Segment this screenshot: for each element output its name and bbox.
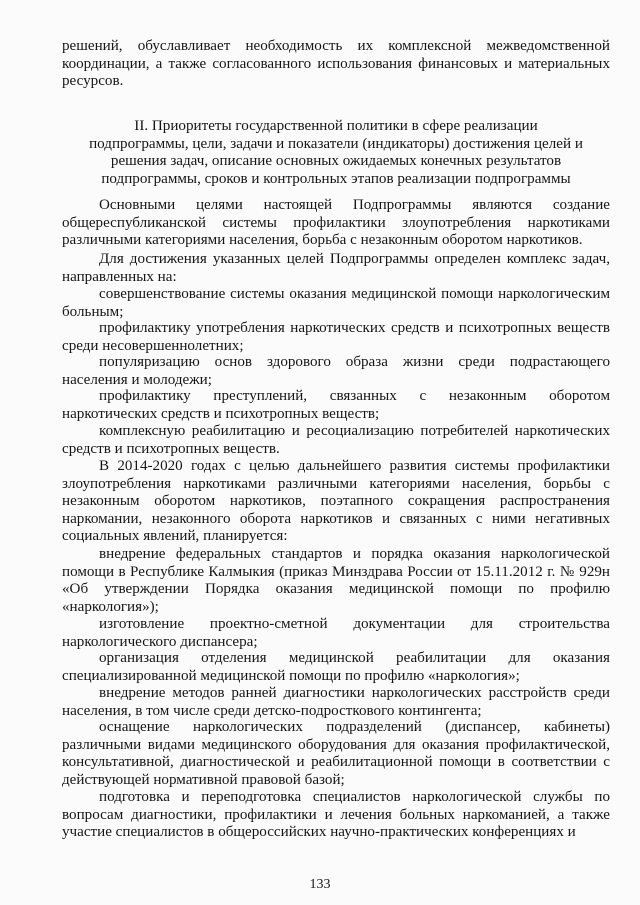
list-item-task: профилактику употребления наркотических средств и психотропных веществ среди несовершеннолетних; bbox=[62, 320, 610, 354]
paragraph-intro-continuation: решений, обуславливает необходимость их комплексной межведомственной координации, а также согласованного использования финансовых и материальных ресурсов. bbox=[62, 38, 610, 90]
list-item-plan: внедрение федеральных стандартов и порядка оказания наркологической помощи в Республике Калмыкия (приказ Минздрава России от 15.11.2012 г. № 929н «Об утверждении Порядка оказания медицинской помощи по профилю «наркология»); bbox=[62, 546, 610, 615]
list-item-task: совершенствование системы оказания медицинской помощи наркологическим больным; bbox=[62, 286, 610, 320]
paragraph-plan-intro: В 2014-2020 годах с целью дальнейшего развития системы профилактики злоупотребления наркотиками различными категориями населения, борьбы с незаконным оборотом наркотиков, поэтапного сокращения распространения наркомании, незаконного оборота наркотиков и связанных с ними негативных социальных явлений, планируется: bbox=[62, 458, 610, 545]
list-item-plan: изготовление проектно-сметной документации для строительства наркологического диспансера; bbox=[62, 616, 610, 650]
list-item-plan: внедрение методов ранней диагностики наркологических расстройств среди населения, в том числе среди детско-подросткового контингента; bbox=[62, 685, 610, 719]
heading-line: II. Приоритеты государственной политики в сфере реализации bbox=[134, 118, 538, 134]
list-item-plan: подготовка и переподготовка специалистов наркологической службы по вопросам диагностики, профилактики и лечения больных наркоманией, а также участие специалистов в общероссийских научно-практических конференциях и bbox=[62, 789, 610, 841]
heading-line: подпрограммы, сроков и контрольных этапов реализации подпрограммы bbox=[101, 170, 571, 187]
heading-line: подпрограммы, цели, задачи и показатели (индикаторы) достижения целей и bbox=[89, 135, 583, 152]
list-item-plan: оснащение наркологических подразделений (диспансер, кабинеты) различными видами медицинского оборудования для оказания профилактической, консультативной, диагностической и реабилитационной помощи в соответствии с действующей нормативной правовой базой; bbox=[62, 719, 610, 788]
list-item-task: популяризацию основ здорового образа жизни среди подрастающего населения и молодежи; bbox=[62, 354, 610, 388]
section-heading bbox=[62, 118, 610, 188]
list-item-task: профилактику преступлений, связанных с незаконным оборотом наркотических средств и психотропных веществ; bbox=[62, 388, 610, 422]
page-number: 133 bbox=[309, 877, 331, 892]
list-item-plan: организация отделения медицинской реабилитации для оказания специализированной медицинской помощи по профилю «наркология»; bbox=[62, 650, 610, 684]
heading-line: решения задач, описание основных ожидаемых конечных результатов bbox=[110, 153, 562, 170]
paragraph-tasks-intro: Для достижения указанных целей Подпрограммы определен комплекс задач, направленных на: bbox=[62, 251, 610, 285]
paragraph-goals: Основными целями настоящей Подпрограммы являются создание общереспубликанской системы профилактики злоупотребления наркотиками различными категориями населения, борьба с незаконным оборотом наркотиков. bbox=[62, 197, 610, 249]
list-item-task: комплексную реабилитацию и ресоциализацию потребителей наркотических средств и психотропных веществ. bbox=[62, 423, 610, 457]
